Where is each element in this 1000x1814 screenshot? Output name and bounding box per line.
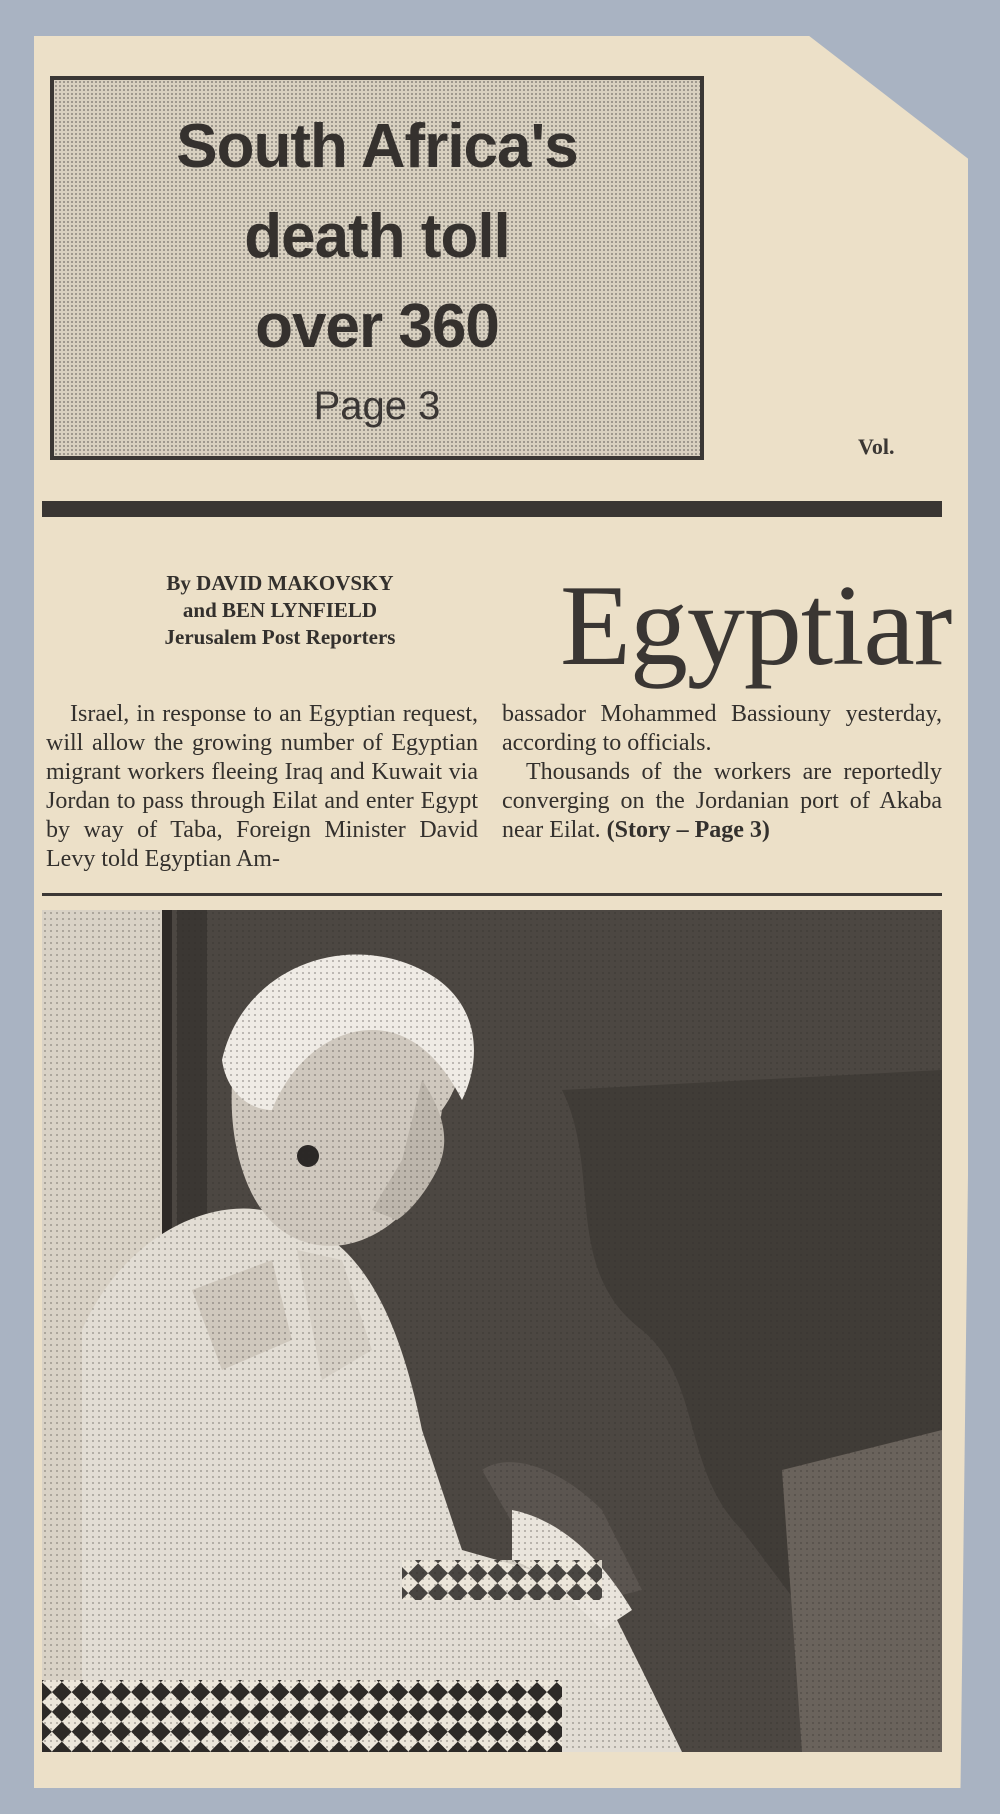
- story-reference: (Story – Page 3): [606, 817, 770, 843]
- teaser-box: [50, 76, 704, 460]
- byline: [60, 570, 500, 651]
- article-paragraph: Israel, in response to an Egyptian request, will allow the growing number of Egyptian migrant workers fleeing Iraq and Kuwait via Jordan to pass through Eilat and enter Egypt by way of Taba, Foreign Minister David Levy told Egyptian Am-: [46, 701, 478, 872]
- section-divider: [42, 501, 942, 517]
- teaser-headline-line: death toll: [244, 202, 510, 271]
- teaser-headline: [54, 102, 700, 372]
- byline-author: By DAVID MAKOVSKY: [166, 571, 394, 595]
- article-paragraph-text: Thousands of the workers are reportedly converging on the Jordanian port of Akaba near Eilat.: [502, 759, 942, 843]
- article-paragraph: bassador Mohammed Bassiouny yesterday, according to officials.: [502, 701, 942, 756]
- article-headline: Egyptiar: [560, 562, 952, 690]
- teaser-headline-line: over 360: [255, 292, 499, 361]
- teaser-headline-line: South Africa's: [176, 112, 578, 181]
- photo-illustration: [42, 910, 942, 1752]
- photo-divider: [42, 893, 942, 896]
- teaser-page-ref: Page 3: [313, 384, 441, 428]
- byline-author: and BEN LYNFIELD: [182, 598, 378, 622]
- byline-affiliation: Jerusalem Post Reporters: [164, 625, 396, 649]
- article-column-2: [502, 700, 942, 845]
- article-paragraph: [502, 758, 942, 845]
- vol-label: Vol.: [858, 434, 895, 459]
- article-photo: [42, 910, 942, 1752]
- article-column-1: [46, 700, 478, 874]
